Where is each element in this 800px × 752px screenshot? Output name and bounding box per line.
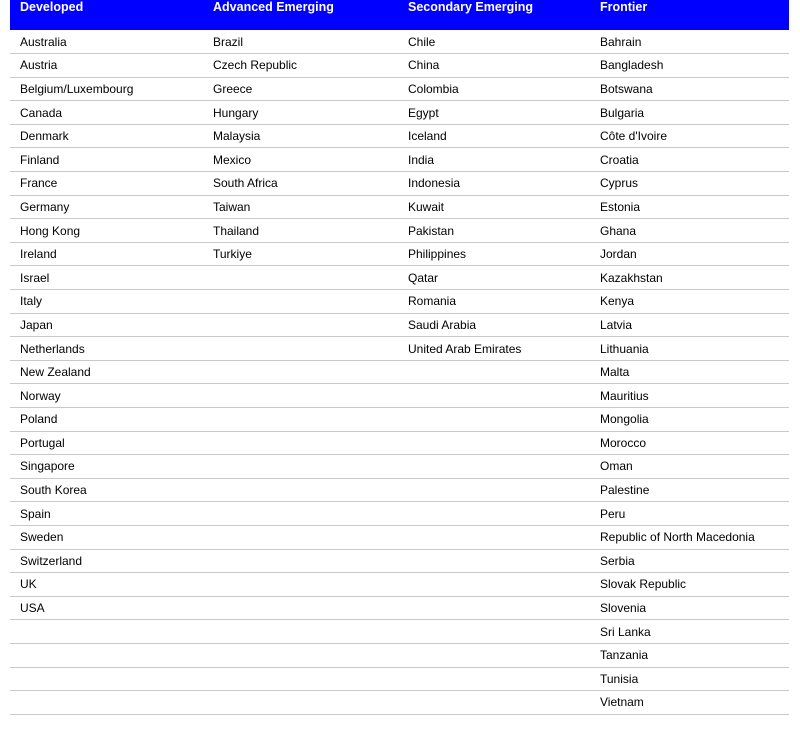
country-cell-advanced-emerging: Thailand bbox=[203, 219, 398, 243]
empty-cell-secondary-emerging bbox=[398, 620, 590, 644]
table-row bbox=[10, 620, 789, 644]
country-cell-secondary-emerging: Kuwait bbox=[398, 195, 590, 219]
table-row bbox=[10, 54, 789, 78]
empty-cell-advanced-emerging bbox=[203, 360, 398, 384]
empty-cell-advanced-emerging bbox=[203, 290, 398, 314]
table-row bbox=[10, 408, 789, 432]
country-cell-frontier: Malta bbox=[590, 360, 789, 384]
country-cell-developed: Norway bbox=[10, 384, 203, 408]
table-row bbox=[10, 431, 789, 455]
market-classification-table bbox=[10, 0, 789, 715]
empty-cell-secondary-emerging bbox=[398, 643, 590, 667]
country-cell-frontier: Oman bbox=[590, 455, 789, 479]
empty-cell-developed bbox=[10, 667, 203, 691]
table-row bbox=[10, 691, 789, 715]
country-cell-developed: Netherlands bbox=[10, 337, 203, 361]
country-cell-frontier: Slovak Republic bbox=[590, 573, 789, 597]
empty-cell-advanced-emerging bbox=[203, 478, 398, 502]
country-cell-developed: Ireland bbox=[10, 242, 203, 266]
country-cell-advanced-emerging: South Africa bbox=[203, 172, 398, 196]
empty-cell-secondary-emerging bbox=[398, 478, 590, 502]
country-cell-frontier: Kazakhstan bbox=[590, 266, 789, 290]
table-row bbox=[10, 525, 789, 549]
country-cell-frontier: Croatia bbox=[590, 148, 789, 172]
empty-cell-advanced-emerging bbox=[203, 502, 398, 526]
country-cell-secondary-emerging: Pakistan bbox=[398, 219, 590, 243]
table-row bbox=[10, 242, 789, 266]
table-row bbox=[10, 596, 789, 620]
country-cell-developed: Sweden bbox=[10, 525, 203, 549]
country-cell-frontier: Botswana bbox=[590, 77, 789, 101]
table-row bbox=[10, 502, 789, 526]
country-cell-frontier: Cyprus bbox=[590, 172, 789, 196]
table-row bbox=[10, 219, 789, 243]
empty-cell-advanced-emerging bbox=[203, 266, 398, 290]
country-cell-developed: South Korea bbox=[10, 478, 203, 502]
table-row bbox=[10, 667, 789, 691]
empty-cell-advanced-emerging bbox=[203, 620, 398, 644]
country-cell-secondary-emerging: India bbox=[398, 148, 590, 172]
table-row bbox=[10, 30, 789, 54]
table-row bbox=[10, 313, 789, 337]
empty-cell-developed bbox=[10, 691, 203, 715]
country-cell-developed: Denmark bbox=[10, 124, 203, 148]
country-cell-advanced-emerging: Mexico bbox=[203, 148, 398, 172]
country-cell-developed: Italy bbox=[10, 290, 203, 314]
country-cell-developed: Portugal bbox=[10, 431, 203, 455]
country-cell-developed: UK bbox=[10, 573, 203, 597]
empty-cell-secondary-emerging bbox=[398, 549, 590, 573]
empty-cell-advanced-emerging bbox=[203, 313, 398, 337]
country-cell-secondary-emerging: Colombia bbox=[398, 77, 590, 101]
empty-cell-advanced-emerging bbox=[203, 455, 398, 479]
country-cell-frontier: Palestine bbox=[590, 478, 789, 502]
empty-cell-developed bbox=[10, 643, 203, 667]
empty-cell-advanced-emerging bbox=[203, 431, 398, 455]
header-advanced-emerging: Advanced Emerging bbox=[203, 0, 398, 30]
empty-cell-secondary-emerging bbox=[398, 455, 590, 479]
country-cell-developed: New Zealand bbox=[10, 360, 203, 384]
country-cell-secondary-emerging: Qatar bbox=[398, 266, 590, 290]
empty-cell-advanced-emerging bbox=[203, 408, 398, 432]
table-row bbox=[10, 266, 789, 290]
table-row bbox=[10, 478, 789, 502]
header-secondary-emerging: Secondary Emerging bbox=[398, 0, 590, 30]
country-cell-frontier: Sri Lanka bbox=[590, 620, 789, 644]
table-row bbox=[10, 101, 789, 125]
country-cell-frontier: Estonia bbox=[590, 195, 789, 219]
empty-cell-advanced-emerging bbox=[203, 667, 398, 691]
country-cell-developed: Hong Kong bbox=[10, 219, 203, 243]
empty-cell-secondary-emerging bbox=[398, 573, 590, 597]
country-cell-developed: France bbox=[10, 172, 203, 196]
country-cell-secondary-emerging: Saudi Arabia bbox=[398, 313, 590, 337]
table-row bbox=[10, 337, 789, 361]
table-row bbox=[10, 573, 789, 597]
country-cell-advanced-emerging: Taiwan bbox=[203, 195, 398, 219]
country-cell-developed: Singapore bbox=[10, 455, 203, 479]
country-cell-frontier: Côte d'Ivoire bbox=[590, 124, 789, 148]
country-cell-secondary-emerging: Chile bbox=[398, 30, 590, 54]
table-row bbox=[10, 455, 789, 479]
empty-cell-advanced-emerging bbox=[203, 549, 398, 573]
country-cell-frontier: Lithuania bbox=[590, 337, 789, 361]
country-cell-developed: Spain bbox=[10, 502, 203, 526]
country-cell-developed: Germany bbox=[10, 195, 203, 219]
table-row bbox=[10, 384, 789, 408]
table-row bbox=[10, 195, 789, 219]
country-cell-developed: USA bbox=[10, 596, 203, 620]
country-cell-advanced-emerging: Czech Republic bbox=[203, 54, 398, 78]
table-row bbox=[10, 172, 789, 196]
empty-cell-advanced-emerging bbox=[203, 691, 398, 715]
country-cell-secondary-emerging: Indonesia bbox=[398, 172, 590, 196]
country-cell-developed: Belgium/Luxembourg bbox=[10, 77, 203, 101]
empty-cell-secondary-emerging bbox=[398, 596, 590, 620]
empty-cell-secondary-emerging bbox=[398, 691, 590, 715]
country-cell-secondary-emerging: Romania bbox=[398, 290, 590, 314]
country-cell-frontier: Mongolia bbox=[590, 408, 789, 432]
empty-cell-advanced-emerging bbox=[203, 337, 398, 361]
country-cell-advanced-emerging: Hungary bbox=[203, 101, 398, 125]
country-cell-frontier: Ghana bbox=[590, 219, 789, 243]
country-cell-secondary-emerging: Iceland bbox=[398, 124, 590, 148]
country-cell-secondary-emerging: Philippines bbox=[398, 242, 590, 266]
empty-cell-developed bbox=[10, 620, 203, 644]
country-cell-frontier: Vietnam bbox=[590, 691, 789, 715]
table-row bbox=[10, 148, 789, 172]
country-cell-secondary-emerging: Egypt bbox=[398, 101, 590, 125]
country-cell-frontier: Serbia bbox=[590, 549, 789, 573]
empty-cell-secondary-emerging bbox=[398, 502, 590, 526]
country-cell-frontier: Latvia bbox=[590, 313, 789, 337]
table-row bbox=[10, 549, 789, 573]
country-cell-advanced-emerging: Malaysia bbox=[203, 124, 398, 148]
table-body bbox=[10, 30, 789, 714]
empty-cell-secondary-emerging bbox=[398, 360, 590, 384]
country-cell-frontier: Kenya bbox=[590, 290, 789, 314]
country-cell-secondary-emerging: China bbox=[398, 54, 590, 78]
empty-cell-advanced-emerging bbox=[203, 643, 398, 667]
header-frontier: Frontier bbox=[590, 0, 789, 30]
country-cell-developed: Finland bbox=[10, 148, 203, 172]
country-cell-frontier: Jordan bbox=[590, 242, 789, 266]
country-cell-secondary-emerging: United Arab Emirates bbox=[398, 337, 590, 361]
empty-cell-secondary-emerging bbox=[398, 525, 590, 549]
country-cell-frontier: Peru bbox=[590, 502, 789, 526]
table-row bbox=[10, 360, 789, 384]
empty-cell-secondary-emerging bbox=[398, 667, 590, 691]
country-cell-frontier: Bulgaria bbox=[590, 101, 789, 125]
table-row bbox=[10, 290, 789, 314]
empty-cell-advanced-emerging bbox=[203, 573, 398, 597]
country-cell-advanced-emerging: Greece bbox=[203, 77, 398, 101]
country-cell-advanced-emerging: Turkiye bbox=[203, 242, 398, 266]
country-cell-frontier: Tunisia bbox=[590, 667, 789, 691]
empty-cell-secondary-emerging bbox=[398, 408, 590, 432]
country-cell-frontier: Bahrain bbox=[590, 30, 789, 54]
empty-cell-advanced-emerging bbox=[203, 596, 398, 620]
empty-cell-advanced-emerging bbox=[203, 525, 398, 549]
country-cell-frontier: Tanzania bbox=[590, 643, 789, 667]
header-row bbox=[10, 0, 789, 30]
country-cell-developed: Austria bbox=[10, 54, 203, 78]
country-cell-frontier: Mauritius bbox=[590, 384, 789, 408]
country-cell-frontier: Slovenia bbox=[590, 596, 789, 620]
country-cell-developed: Poland bbox=[10, 408, 203, 432]
country-cell-frontier: Bangladesh bbox=[590, 54, 789, 78]
table-row bbox=[10, 124, 789, 148]
country-cell-frontier: Republic of North Macedonia bbox=[590, 525, 789, 549]
country-cell-advanced-emerging: Brazil bbox=[203, 30, 398, 54]
table-row bbox=[10, 77, 789, 101]
table-row bbox=[10, 643, 789, 667]
empty-cell-secondary-emerging bbox=[398, 384, 590, 408]
country-cell-developed: Switzerland bbox=[10, 549, 203, 573]
country-cell-developed: Australia bbox=[10, 30, 203, 54]
country-cell-developed: Israel bbox=[10, 266, 203, 290]
empty-cell-secondary-emerging bbox=[398, 431, 590, 455]
country-cell-frontier: Morocco bbox=[590, 431, 789, 455]
empty-cell-advanced-emerging bbox=[203, 384, 398, 408]
country-cell-developed: Japan bbox=[10, 313, 203, 337]
header-developed: Developed bbox=[10, 0, 203, 30]
country-cell-developed: Canada bbox=[10, 101, 203, 125]
